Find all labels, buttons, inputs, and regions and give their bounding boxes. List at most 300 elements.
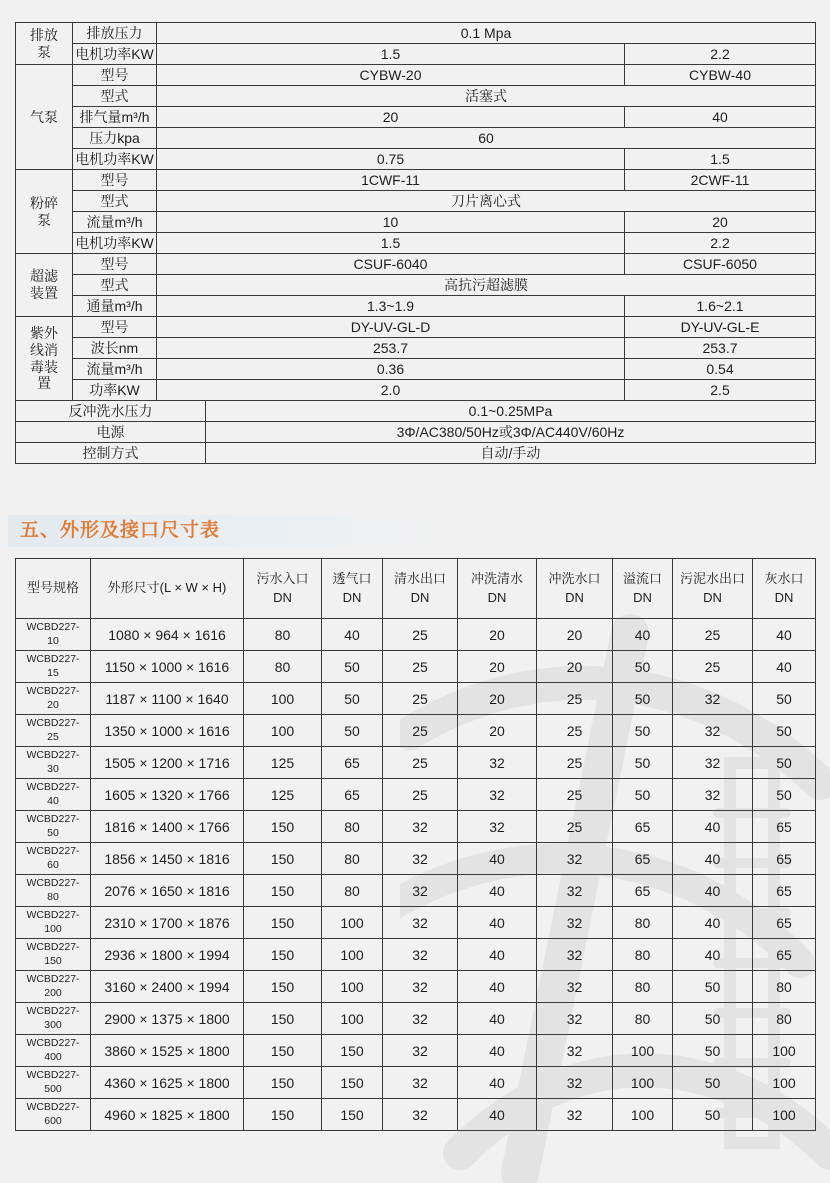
dim-model-cell: [16, 1067, 91, 1099]
spec-param-label: 流量m³/h: [73, 212, 157, 233]
spec-value-1: CSUF-6040: [157, 254, 625, 275]
dim-size-cell: 1150 × 1000 × 1616: [91, 651, 244, 683]
dim-dn-cell: 32: [383, 1099, 458, 1131]
dim-dn-cell: 32: [537, 875, 613, 907]
dim-dn-cell: 100: [753, 1067, 816, 1099]
spec-param-label: 型号: [73, 65, 157, 86]
dim-model-cell: [16, 683, 91, 715]
dim-column-title: 污泥水出口: [679, 571, 745, 587]
dim-dn-cell: 32: [383, 907, 458, 939]
dim-dn-cell: 40: [458, 843, 537, 875]
dim-dn-cell: 40: [673, 843, 753, 875]
dim-dn-cell: 20: [458, 715, 537, 747]
dim-row: [16, 1099, 816, 1131]
dim-size-cell: 1187 × 1100 × 1640: [91, 683, 244, 715]
dim-dn-cell: 40: [458, 875, 537, 907]
dim-model-cell: [16, 939, 91, 971]
spec-row: [16, 254, 816, 275]
dim-model-line1: WCBD227-: [26, 844, 80, 857]
dim-size-cell: 1350 × 1000 × 1616: [91, 715, 244, 747]
dim-dn-cell: 50: [322, 683, 383, 715]
spec-footer-label: 反冲洗水压力: [16, 401, 206, 422]
dim-dn-cell: 40: [322, 619, 383, 651]
dim-column-sub: DN: [703, 589, 722, 605]
dim-dn-cell: 32: [383, 843, 458, 875]
dim-dn-cell: 50: [613, 715, 673, 747]
dim-dn-cell: 150: [322, 1067, 383, 1099]
dim-dn-cell: 50: [613, 747, 673, 779]
spec-value-2: CYBW-40: [625, 65, 816, 86]
dim-dn-cell: 32: [383, 811, 458, 843]
spec-value-span: 活塞式: [157, 86, 816, 107]
dim-dn-cell: 25: [383, 619, 458, 651]
dim-column-header: [91, 559, 244, 619]
dim-dn-cell: 65: [753, 875, 816, 907]
spec-param-label: 电机功率KW: [73, 149, 157, 170]
spec-value-1: 2.0: [157, 380, 625, 401]
dim-model-line2: 80: [47, 890, 59, 903]
dim-column-header: [16, 559, 91, 619]
dim-dn-cell: 65: [613, 875, 673, 907]
dim-dn-cell: 80: [244, 619, 322, 651]
spec-value-2: 2CWF-11: [625, 170, 816, 191]
dim-dn-cell: 50: [613, 683, 673, 715]
dim-dn-cell: 150: [322, 1099, 383, 1131]
dim-dn-cell: 40: [458, 1067, 537, 1099]
dim-dn-cell: 65: [753, 907, 816, 939]
dim-model-line2: 100: [44, 922, 62, 935]
dim-dn-cell: 32: [458, 747, 537, 779]
spec-row: [16, 191, 816, 212]
dim-dn-cell: 40: [673, 939, 753, 971]
dim-dn-cell: 40: [458, 939, 537, 971]
spec-row: [16, 65, 816, 86]
dim-model-line1: WCBD227-: [26, 972, 80, 985]
dim-dn-cell: 25: [383, 747, 458, 779]
spec-row: [16, 170, 816, 191]
dim-row: [16, 843, 816, 875]
dim-row: [16, 779, 816, 811]
spec-value-2: 40: [625, 107, 816, 128]
dim-size-cell: 4360 × 1625 × 1800: [91, 1067, 244, 1099]
spec-value-2: DY-UV-GL-E: [625, 317, 816, 338]
dim-dn-cell: 50: [322, 651, 383, 683]
dim-dn-cell: 40: [753, 651, 816, 683]
spec-value-2: 2.2: [625, 44, 816, 65]
dim-model-cell: [16, 1003, 91, 1035]
dim-model-line2: 15: [47, 666, 59, 679]
dim-dn-cell: 80: [613, 1003, 673, 1035]
spec-value-2: 2.5: [625, 380, 816, 401]
dim-dn-cell: 100: [322, 907, 383, 939]
dim-model-line2: 500: [44, 1082, 62, 1095]
dim-dn-cell: 65: [753, 843, 816, 875]
spec-value-1: 10: [157, 212, 625, 233]
dim-dn-cell: 32: [537, 1035, 613, 1067]
dim-model-line1: WCBD227-: [26, 940, 80, 953]
dim-row: [16, 651, 816, 683]
dim-dn-cell: 50: [753, 715, 816, 747]
dim-model-line2: 300: [44, 1018, 62, 1031]
dim-dn-cell: 80: [613, 939, 673, 971]
equipment-spec-table: [15, 22, 816, 464]
spec-group-cell: [16, 65, 73, 170]
dim-dn-cell: 50: [673, 1003, 753, 1035]
dim-dn-cell: 32: [537, 971, 613, 1003]
dim-model-line1: WCBD227-: [26, 780, 80, 793]
spec-value-2: 1.5: [625, 149, 816, 170]
dim-model-cell: [16, 747, 91, 779]
dim-dn-cell: 80: [322, 843, 383, 875]
dim-model-cell: [16, 971, 91, 1003]
dim-column-sub: DN: [410, 589, 430, 605]
dim-dn-cell: 65: [753, 811, 816, 843]
spec-group-label: 粉碎泵: [29, 194, 58, 228]
dim-row: [16, 811, 816, 843]
dim-model-line2: 400: [44, 1050, 62, 1063]
spec-param-label: 型号: [73, 254, 157, 275]
dim-column-sub: DN: [342, 589, 362, 605]
spec-row: [16, 128, 816, 149]
spec-group-cell: [16, 317, 73, 401]
dim-column-header: [613, 559, 673, 619]
dim-dn-cell: 80: [753, 971, 816, 1003]
dim-model-cell: [16, 1035, 91, 1067]
spec-footer-value: 3Φ/AC380/50Hz或3Φ/AC440V/60Hz: [206, 422, 816, 443]
dim-dn-cell: 32: [383, 875, 458, 907]
dim-dn-cell: 100: [613, 1067, 673, 1099]
dim-header-row: [16, 559, 816, 619]
spec-row: [16, 233, 816, 254]
dim-column-title: 透气口: [332, 571, 372, 587]
dim-model-line2: 25: [47, 730, 59, 743]
dim-dn-cell: 80: [322, 875, 383, 907]
dim-column-title: 清水出口: [393, 571, 446, 587]
dim-dn-cell: 150: [244, 1035, 322, 1067]
dim-model-line2: 10: [47, 634, 59, 647]
spec-param-label: 型式: [73, 86, 157, 107]
dim-size-cell: 1856 × 1450 × 1816: [91, 843, 244, 875]
spec-param-label: 型号: [73, 170, 157, 191]
dim-dn-cell: 150: [244, 1099, 322, 1131]
dim-column-sub: DN: [565, 589, 584, 605]
dim-dn-cell: 50: [613, 779, 673, 811]
dim-column-title: 污水入口: [256, 571, 309, 587]
dim-dn-cell: 65: [613, 843, 673, 875]
spec-row: [16, 86, 816, 107]
dim-dn-cell: 150: [244, 907, 322, 939]
dim-dn-cell: 80: [244, 651, 322, 683]
dim-model-cell: [16, 811, 91, 843]
dim-dn-cell: 40: [458, 1035, 537, 1067]
dim-model-line1: WCBD227-: [26, 812, 80, 825]
dim-dn-cell: 150: [244, 811, 322, 843]
dim-model-line1: WCBD227-: [26, 1100, 80, 1113]
dim-dn-cell: 20: [458, 683, 537, 715]
dim-dn-cell: 125: [244, 747, 322, 779]
dim-column-sub: DN: [633, 589, 652, 605]
dim-dn-cell: 32: [673, 715, 753, 747]
spec-param-label: 型式: [73, 275, 157, 296]
dim-dn-cell: 150: [244, 875, 322, 907]
dim-model-line1: WCBD227-: [26, 1036, 80, 1049]
spec-value-span: 0.1 Mpa: [157, 23, 816, 44]
dim-dn-cell: 50: [753, 747, 816, 779]
dim-size-cell: 1605 × 1320 × 1766: [91, 779, 244, 811]
dim-dn-cell: 125: [244, 779, 322, 811]
dim-size-cell: 3160 × 2400 × 1994: [91, 971, 244, 1003]
dim-size-cell: 1080 × 964 × 1616: [91, 619, 244, 651]
spec-row: [16, 317, 816, 338]
spec-param-label: 流量m³/h: [73, 359, 157, 380]
dim-model-line2: 150: [44, 954, 62, 967]
dim-size-cell: 1505 × 1200 × 1716: [91, 747, 244, 779]
dim-dn-cell: 32: [383, 971, 458, 1003]
spec-value-2: 20: [625, 212, 816, 233]
dim-model-cell: [16, 907, 91, 939]
dim-model-line2: 40: [47, 794, 59, 807]
dim-model-line1: WCBD227-: [26, 908, 80, 921]
dim-dn-cell: 65: [322, 747, 383, 779]
dim-dn-cell: 32: [537, 1003, 613, 1035]
dim-dn-cell: 50: [673, 1099, 753, 1131]
dim-model-cell: [16, 651, 91, 683]
spec-value-2: CSUF-6050: [625, 254, 816, 275]
dim-model-line2: 60: [47, 858, 59, 871]
spec-footer-value: 自动/手动: [206, 443, 816, 464]
dim-model-line1: WCBD227-: [26, 652, 80, 665]
dim-dn-cell: 100: [753, 1099, 816, 1131]
dim-dn-cell: 40: [753, 619, 816, 651]
dim-dn-cell: 50: [322, 715, 383, 747]
spec-value-1: 0.75: [157, 149, 625, 170]
dim-model-line1: WCBD227-: [26, 620, 80, 633]
dim-model-line2: 50: [47, 826, 59, 839]
spec-value-1: 20: [157, 107, 625, 128]
dim-dn-cell: 40: [613, 619, 673, 651]
spec-row: [16, 107, 816, 128]
spec-row: [16, 359, 816, 380]
dim-column-header: [673, 559, 753, 619]
dim-model-line2: 20: [47, 698, 59, 711]
spec-param-label: 通量m³/h: [73, 296, 157, 317]
dim-dn-cell: 50: [673, 1035, 753, 1067]
spec-row: [16, 296, 816, 317]
dim-dn-cell: 50: [613, 651, 673, 683]
dim-row: [16, 715, 816, 747]
dim-dn-cell: 25: [673, 619, 753, 651]
dim-dn-cell: 40: [673, 907, 753, 939]
dim-dn-cell: 25: [383, 683, 458, 715]
dim-size-cell: 2076 × 1650 × 1816: [91, 875, 244, 907]
dim-size-cell: 2900 × 1375 × 1800: [91, 1003, 244, 1035]
dim-column-header: [458, 559, 537, 619]
dim-dn-cell: 32: [537, 1099, 613, 1131]
dim-row: [16, 1035, 816, 1067]
dim-dn-cell: 65: [753, 939, 816, 971]
spec-param-label: 排放压力: [73, 23, 157, 44]
spec-row: [16, 338, 816, 359]
dim-row: [16, 939, 816, 971]
dim-dn-cell: 50: [753, 683, 816, 715]
spec-value-span: 60: [157, 128, 816, 149]
dim-dn-cell: 150: [244, 1003, 322, 1035]
dim-dn-cell: 20: [458, 619, 537, 651]
section-title: 五、外形及接口尺寸表: [8, 515, 448, 547]
spec-param-label: 电机功率KW: [73, 233, 157, 254]
dim-dn-cell: 40: [458, 971, 537, 1003]
spec-footer-label: 电源: [16, 422, 206, 443]
dim-dn-cell: 100: [322, 1003, 383, 1035]
dim-column-sub: DN: [487, 589, 507, 605]
spec-row: [16, 380, 816, 401]
dim-model-line1: WCBD227-: [26, 748, 80, 761]
spec-group-cell: [16, 254, 73, 317]
dim-row: [16, 619, 816, 651]
spec-value-2: 1.6~2.1: [625, 296, 816, 317]
dim-dn-cell: 25: [383, 779, 458, 811]
dim-dn-cell: 20: [537, 651, 613, 683]
spec-value-1: CYBW-20: [157, 65, 625, 86]
spec-group-cell: [16, 170, 73, 254]
dim-dn-cell: 32: [673, 747, 753, 779]
spec-param-label: 型式: [73, 191, 157, 212]
spec-value-2: 0.54: [625, 359, 816, 380]
spec-value-span: 高抗污超滤膜: [157, 275, 816, 296]
dim-dn-cell: 40: [673, 875, 753, 907]
dim-dn-cell: 32: [458, 779, 537, 811]
dim-dn-cell: 100: [753, 1035, 816, 1067]
dim-column-sub: DN: [273, 589, 292, 605]
spec-value-2: 253.7: [625, 338, 816, 359]
dim-model-cell: [16, 715, 91, 747]
dim-size-cell: 2310 × 1700 × 1876: [91, 907, 244, 939]
dim-dn-cell: 32: [537, 907, 613, 939]
spec-footer-value: 0.1~0.25MPa: [206, 401, 816, 422]
dim-column-title: 冲洗水口: [548, 571, 601, 587]
dimension-table: [15, 558, 816, 1131]
spec-param-label: 排气量m³/h: [73, 107, 157, 128]
dim-size-cell: 4960 × 1825 × 1800: [91, 1099, 244, 1131]
dim-dn-cell: 25: [673, 651, 753, 683]
dim-dn-cell: 25: [537, 683, 613, 715]
dim-dn-cell: 32: [383, 1003, 458, 1035]
spec-param-label: 电机功率KW: [73, 44, 157, 65]
spec-group-label: 超滤装置: [29, 268, 58, 301]
spec-param-label: 压力kpa: [73, 128, 157, 149]
dim-column-title: 冲洗清水: [470, 571, 523, 587]
spec-value-span: 刀片离心式: [157, 191, 816, 212]
dim-dn-cell: 65: [322, 779, 383, 811]
dim-size-cell: 1816 × 1400 × 1766: [91, 811, 244, 843]
spec-value-1: 253.7: [157, 338, 625, 359]
spec-param-label: 型号: [73, 317, 157, 338]
dim-dn-cell: 32: [537, 1067, 613, 1099]
spec-row: [16, 23, 816, 44]
spec-param-label: 功率KW: [73, 380, 157, 401]
dim-column-header: [753, 559, 816, 619]
dim-dn-cell: 20: [458, 651, 537, 683]
dim-dn-cell: 150: [244, 939, 322, 971]
spec-group-label: 排放泵: [29, 26, 58, 60]
dim-column-header: [322, 559, 383, 619]
dim-dn-cell: 25: [537, 715, 613, 747]
dim-model-line1: WCBD227-: [26, 1004, 80, 1017]
dim-dn-cell: 150: [244, 971, 322, 1003]
dim-dn-cell: 150: [244, 843, 322, 875]
dim-model-cell: [16, 875, 91, 907]
dim-model-line1: WCBD227-: [26, 1068, 80, 1081]
spec-value-1: 1.5: [157, 233, 625, 254]
dim-column-header: [537, 559, 613, 619]
dim-dn-cell: 50: [673, 971, 753, 1003]
dim-dn-cell: 100: [244, 715, 322, 747]
dim-column-title: 型号规格: [26, 580, 79, 596]
spec-value-2: 2.2: [625, 233, 816, 254]
dim-dn-cell: 50: [673, 1067, 753, 1099]
dim-dn-cell: 80: [613, 907, 673, 939]
dim-row: [16, 971, 816, 1003]
dim-model-cell: [16, 779, 91, 811]
dim-dn-cell: 32: [537, 843, 613, 875]
spec-value-1: 1.5: [157, 44, 625, 65]
spec-group-cell: [16, 23, 73, 65]
dim-dn-cell: 25: [383, 651, 458, 683]
spec-group-label: 紫外线消毒装置: [29, 324, 58, 392]
dim-row: [16, 1067, 816, 1099]
dim-dn-cell: 32: [673, 779, 753, 811]
dim-dn-cell: 80: [753, 1003, 816, 1035]
dim-dn-cell: 80: [322, 811, 383, 843]
dim-column-header: [244, 559, 322, 619]
dim-model-line1: WCBD227-: [26, 716, 80, 729]
dim-dn-cell: 100: [322, 939, 383, 971]
dim-model-line1: WCBD227-: [26, 684, 80, 697]
spec-group-label: 气泵: [29, 108, 58, 125]
dim-dn-cell: 32: [537, 939, 613, 971]
dim-dn-cell: 100: [613, 1099, 673, 1131]
dim-size-cell: 2936 × 1800 × 1994: [91, 939, 244, 971]
spec-row: [16, 149, 816, 170]
dim-dn-cell: 150: [322, 1035, 383, 1067]
dim-dn-cell: 32: [383, 939, 458, 971]
dim-dn-cell: 80: [613, 971, 673, 1003]
spec-row: [16, 44, 816, 65]
dim-dn-cell: 25: [537, 747, 613, 779]
dim-column-title: 溢流口: [622, 571, 662, 587]
dim-dn-cell: 32: [383, 1035, 458, 1067]
dim-model-line2: 30: [47, 762, 59, 775]
spec-value-1: DY-UV-GL-D: [157, 317, 625, 338]
dim-row: [16, 875, 816, 907]
spec-value-1: 0.36: [157, 359, 625, 380]
spec-footer-row: [16, 422, 816, 443]
dim-dn-cell: 100: [613, 1035, 673, 1067]
dim-dn-cell: 25: [383, 715, 458, 747]
dim-dn-cell: 32: [458, 811, 537, 843]
spec-value-1: 1CWF-11: [157, 170, 625, 191]
dim-dn-cell: 150: [244, 1067, 322, 1099]
dim-dn-cell: 32: [383, 1067, 458, 1099]
dim-column-header: [383, 559, 458, 619]
dim-column-sub: DN: [774, 589, 794, 605]
dim-model-cell: [16, 1099, 91, 1131]
dim-dn-cell: 100: [322, 971, 383, 1003]
dim-dn-cell: 65: [613, 811, 673, 843]
dim-column-title: 外形尺寸(L × W × H): [107, 580, 227, 596]
spec-param-label: 波长nm: [73, 338, 157, 359]
spec-footer-row: [16, 401, 816, 422]
